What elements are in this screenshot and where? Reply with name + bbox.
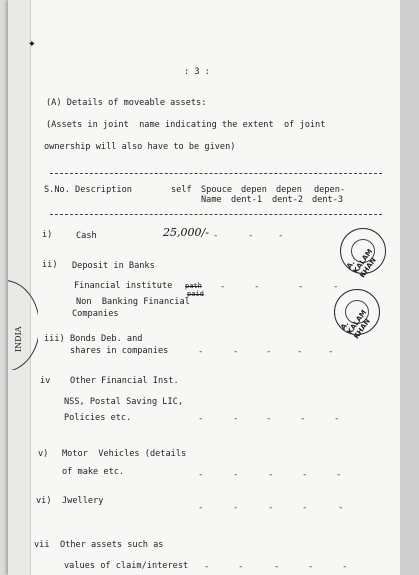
dash: - bbox=[198, 503, 204, 513]
row-6-number: vi) bbox=[36, 496, 52, 506]
signature-stamp bbox=[340, 228, 386, 280]
india-seal-text: INDIA bbox=[14, 326, 23, 352]
dash: - bbox=[233, 470, 239, 480]
dash: - bbox=[274, 562, 280, 572]
dash: - bbox=[254, 282, 260, 292]
dash: - bbox=[198, 414, 204, 424]
header-rule-bottom bbox=[50, 214, 382, 215]
row-2b-description: Non Banking Financial bbox=[76, 297, 190, 307]
dash: - bbox=[198, 347, 204, 357]
col-self: self bbox=[171, 185, 192, 195]
row-2b-description-2: Companies bbox=[72, 309, 119, 319]
dash: - bbox=[302, 503, 308, 513]
row-3-number: iii) bbox=[44, 334, 65, 344]
col-dep3-bottom: dent-3 bbox=[312, 195, 344, 205]
col-sno-description: S.No. Description bbox=[44, 185, 132, 195]
row-2-description: Deposit in Banks bbox=[72, 261, 155, 271]
row-4-description: Other Financial Inst. bbox=[70, 376, 179, 386]
row-6-description: Jwellery bbox=[62, 496, 104, 506]
punch-mark: ✦ bbox=[28, 36, 36, 51]
dash: - bbox=[204, 562, 210, 572]
dash: - bbox=[220, 282, 226, 292]
stamp-text: A. KALAM KHAN bbox=[345, 247, 378, 280]
row-3-description-2: shares in companies bbox=[70, 346, 169, 356]
dash: - bbox=[233, 414, 239, 424]
section-heading: (A) Details of moveable assets: bbox=[46, 98, 207, 108]
row-4-description-3: Policies etc. bbox=[64, 413, 132, 423]
dash: - bbox=[278, 231, 284, 241]
row-4-number: iv bbox=[40, 376, 51, 386]
row-2a-description: Financial institute bbox=[74, 281, 173, 291]
dash: - bbox=[328, 347, 334, 357]
dash: - bbox=[302, 470, 308, 480]
col-dep3-top: depen- bbox=[314, 185, 346, 195]
row-7-number: vii bbox=[34, 540, 50, 550]
note-line-2: ownership will also have to be given) bbox=[44, 142, 236, 152]
row-1-number: i) bbox=[42, 230, 53, 240]
col-spouce-name: Name bbox=[201, 195, 222, 205]
row-5-description-2: of make etc. bbox=[62, 467, 125, 477]
dash: - bbox=[308, 562, 314, 572]
dash: - bbox=[334, 414, 340, 424]
row-4-description-2: NSS, Postal Saving LIC, bbox=[64, 397, 183, 407]
row-3-description: Bonds Deb. and bbox=[70, 334, 143, 344]
dash: - bbox=[266, 347, 272, 357]
dash: - bbox=[298, 282, 304, 292]
dash: - bbox=[297, 347, 303, 357]
dash: - bbox=[266, 414, 272, 424]
stamp-text-2: A. KALAM KHAN bbox=[339, 308, 372, 341]
dash: - bbox=[238, 562, 244, 572]
row-1-self-value: 25,000/- bbox=[163, 226, 209, 239]
dash: - bbox=[336, 470, 342, 480]
row-2-number: ii) bbox=[42, 260, 58, 270]
dash: - bbox=[268, 503, 274, 513]
row-2a-correction: paid bbox=[187, 290, 204, 298]
col-dep2-top: depen bbox=[276, 185, 302, 195]
india-seal bbox=[8, 280, 38, 370]
signature-stamp-2 bbox=[334, 289, 380, 341]
dash: - bbox=[333, 282, 339, 292]
dash: - bbox=[248, 231, 254, 241]
col-dep2-bottom: dent-2 bbox=[272, 195, 304, 205]
col-dep1-bottom: dent-1 bbox=[231, 195, 263, 205]
dash: - bbox=[198, 470, 204, 480]
dash: - bbox=[338, 503, 344, 513]
col-spouce: Spouce bbox=[201, 185, 233, 195]
row-5-description: Motor Vehicles (details bbox=[62, 449, 187, 459]
note-line-1: (Assets in joint name indicating the extent of joint bbox=[46, 120, 326, 130]
dash: - bbox=[342, 562, 348, 572]
col-dep1-top: depen bbox=[241, 185, 267, 195]
background-right bbox=[400, 0, 419, 575]
row-7-description-2: values of claim/interest bbox=[64, 561, 189, 571]
dash: - bbox=[300, 414, 306, 424]
row-2a-struck-word: path bbox=[185, 282, 202, 290]
row-1-description: Cash bbox=[76, 231, 97, 241]
row-7-description: Other assets such as bbox=[60, 540, 164, 550]
dash: - bbox=[233, 347, 239, 357]
row-5-number: v) bbox=[38, 449, 49, 459]
dash: - bbox=[268, 470, 274, 480]
dash: - bbox=[233, 503, 239, 513]
header-rule-top bbox=[50, 173, 382, 174]
document-page bbox=[8, 0, 400, 575]
dash: - bbox=[213, 231, 219, 241]
page-number: : 3 : bbox=[184, 67, 210, 77]
